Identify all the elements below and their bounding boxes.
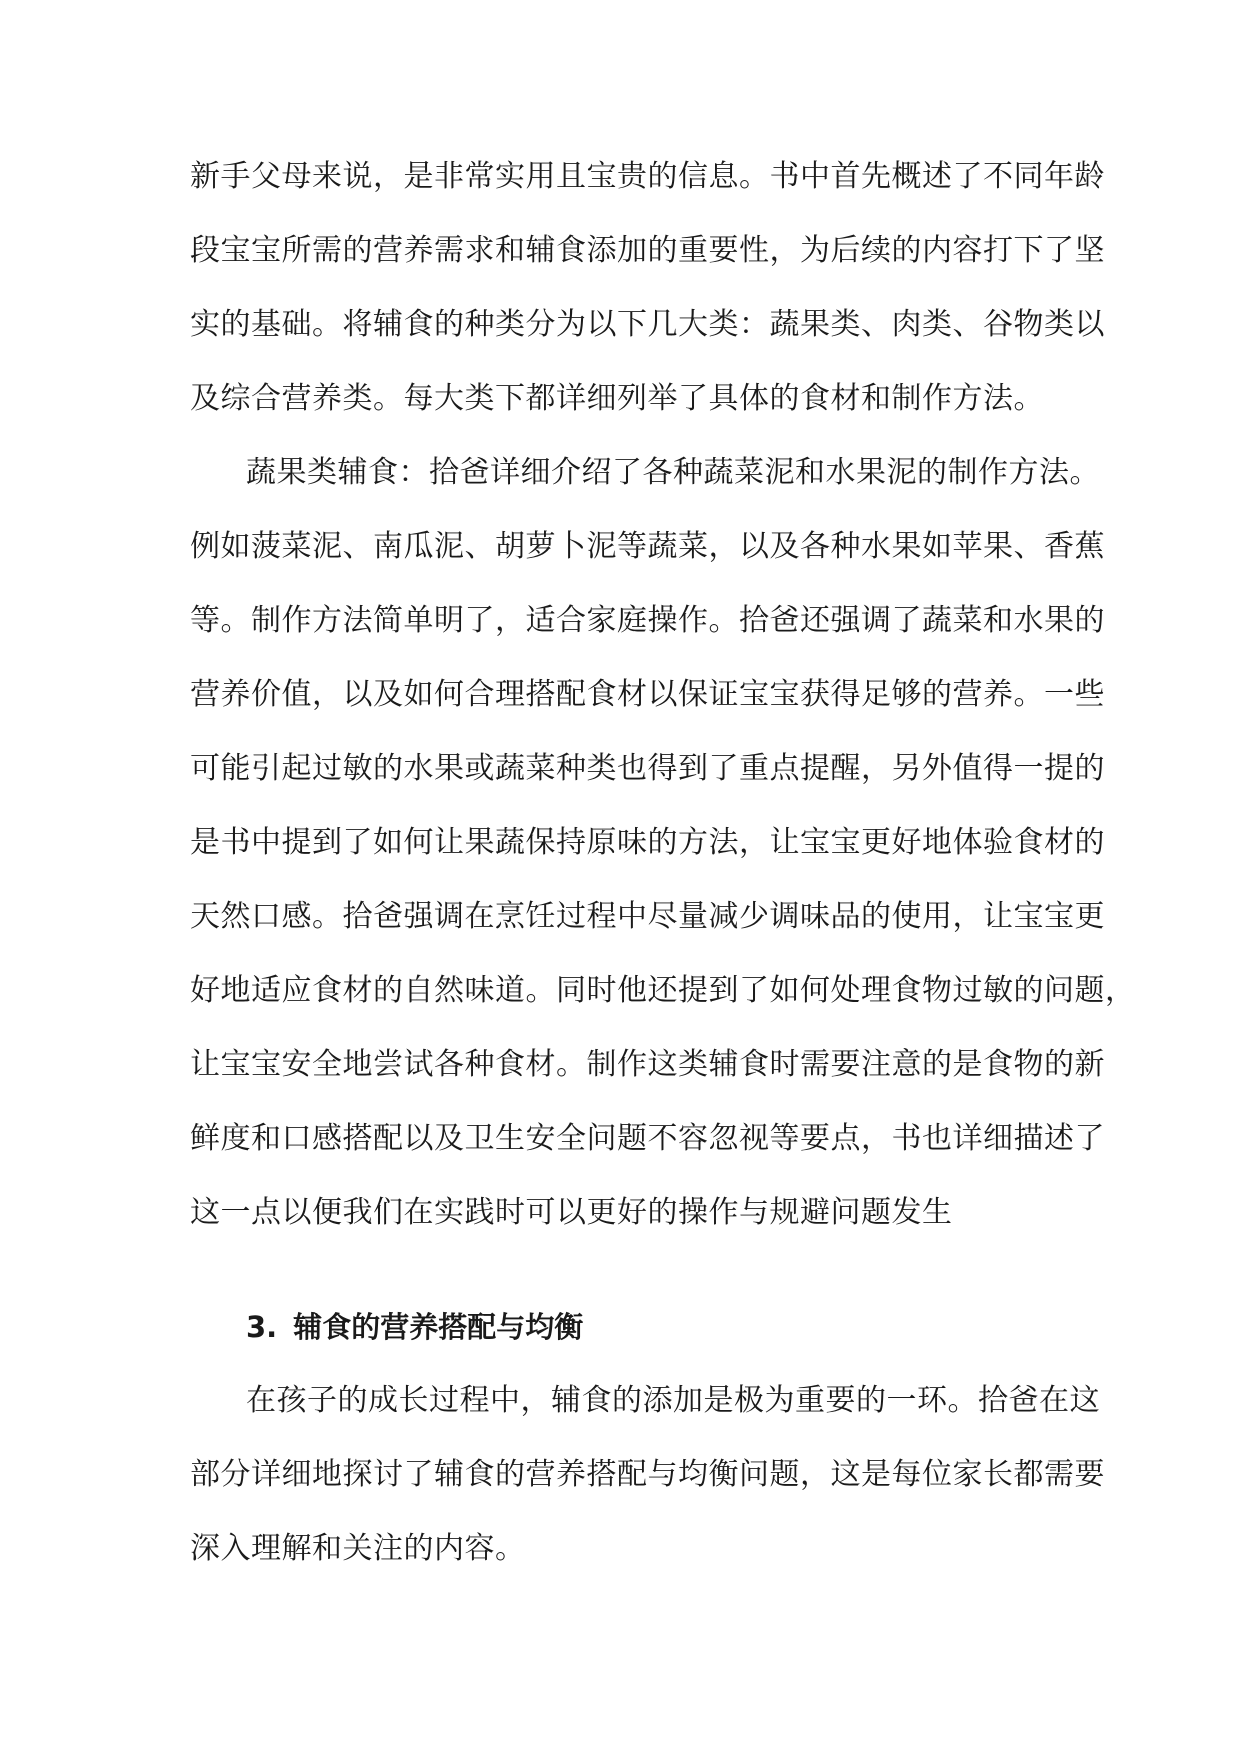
paragraph-line: 新手父母来说，是非常实用且宝贵的信息。书中首先概述了不同年龄	[190, 159, 1105, 194]
paragraph-line: 好地适应食材的自然味道。同时他还提到了如何处理食物过敏的问题，	[190, 973, 1136, 1008]
paragraph-line: 这一点以便我们在实践时可以更好的操作与规避问题发生	[190, 1195, 953, 1230]
paragraph-line: 及综合营养类。每大类下都详细列举了具体的食材和制作方法。	[190, 381, 1044, 416]
section-spacer	[190, 1250, 1070, 1290]
paragraph-nutrition-balance	[190, 1364, 1105, 1586]
paragraph-vegetable-fruit	[190, 436, 1136, 1250]
paragraph-line: 段宝宝所需的营养需求和辅食添加的重要性，为后续的内容打下了坚	[190, 233, 1105, 268]
section-heading	[190, 1290, 1070, 1364]
paragraph-line: 等。制作方法简单明了，适合家庭操作。拾爸还强调了蔬菜和水果的	[190, 603, 1105, 638]
paragraph-line: 是书中提到了如何让果蔬保持原味的方法，让宝宝更好地体验食材的	[190, 825, 1105, 860]
paragraph-line: 例如菠菜泥、南瓜泥、胡萝卜泥等蔬菜，以及各种水果如苹果、香蕉	[190, 529, 1105, 564]
paragraph-line: 蔬果类辅食：拾爸详细介绍了各种蔬菜泥和水果泥的制作方法。	[246, 455, 1100, 490]
paragraph-line: 鲜度和口感搭配以及卫生安全问题不容忽视等要点，书也详细描述了	[190, 1121, 1105, 1156]
paragraph-line: 天然口感。拾爸强调在烹饪过程中尽量减少调味品的使用，让宝宝更	[190, 899, 1105, 934]
section-number: 3.	[246, 1310, 278, 1344]
paragraph-line: 深入理解和关注的内容。	[190, 1531, 526, 1566]
paragraph-line: 让宝宝安全地尝试各种食材。制作这类辅食时需要注意的是食物的新	[190, 1047, 1105, 1082]
document-body	[190, 140, 1136, 1586]
section-title: 辅食的营养搭配与均衡	[293, 1310, 584, 1344]
paragraph-line: 可能引起过敏的水果或蔬菜种类也得到了重点提醒，另外值得一提的	[190, 751, 1105, 786]
paragraph-line: 营养价值，以及如何合理搭配食材以保证宝宝获得足够的营养。一些	[190, 677, 1105, 712]
paragraph-line: 实的基础。将辅食的种类分为以下几大类：蔬果类、肉类、谷物类以	[190, 307, 1105, 342]
paragraph-intro	[190, 140, 1105, 436]
paragraph-line: 部分详细地探讨了辅食的营养搭配与均衡问题，这是每位家长都需要	[190, 1457, 1105, 1492]
paragraph-line: 在孩子的成长过程中，辅食的添加是极为重要的一环。拾爸在这	[246, 1383, 1100, 1418]
